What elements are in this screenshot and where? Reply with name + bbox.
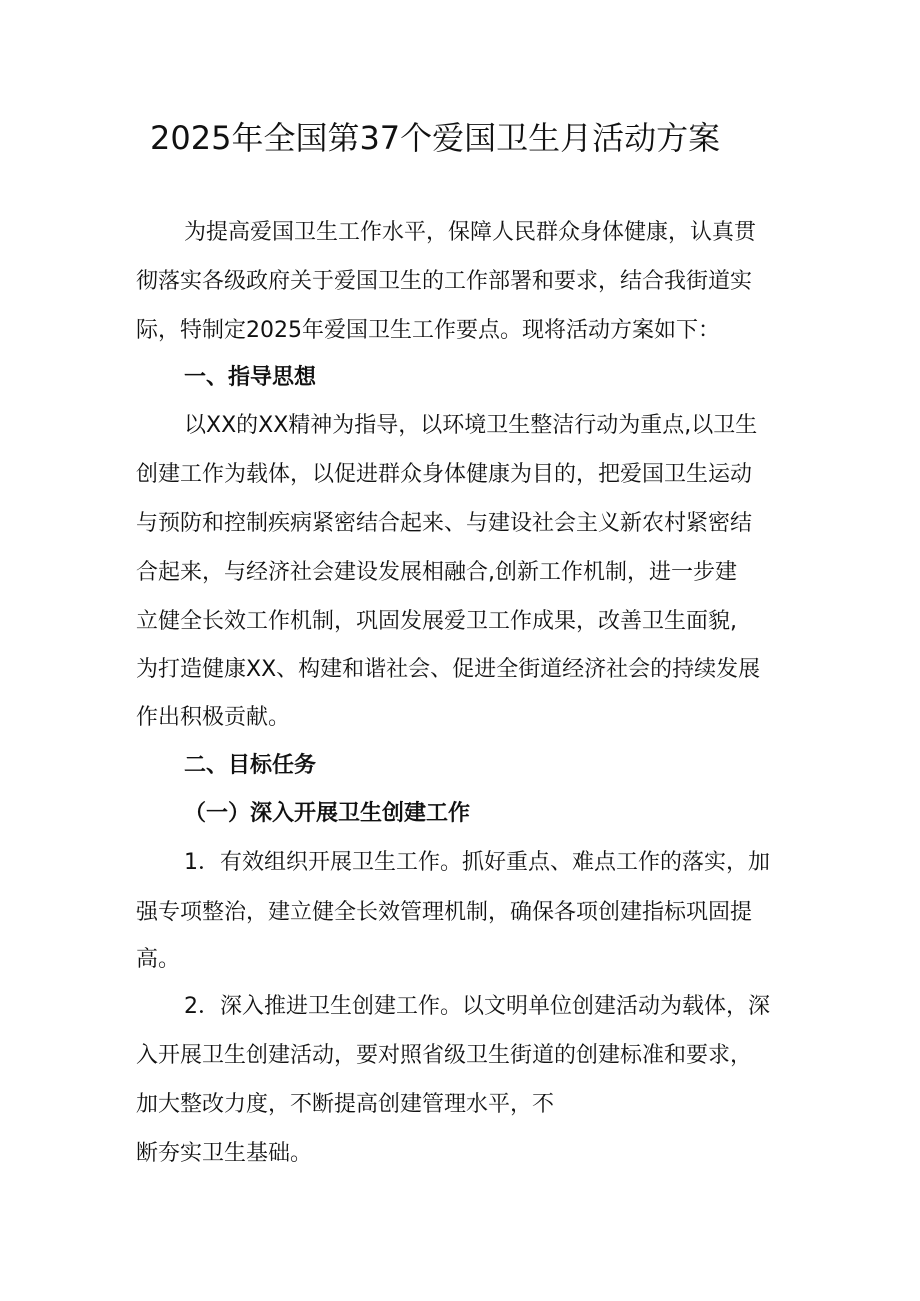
subsection-heading-health-creation: （一）深入开展卫生创建工作 xyxy=(184,801,471,826)
section1-line: 作出积极贡献。 xyxy=(136,705,291,730)
section1-line: 以XX的XX精神为指导，以环境卫生整洁行动为重点,以卫生 xyxy=(184,413,758,438)
item2-line: 2．深入推进卫生创建工作。以文明单位创建活动为载体，深 xyxy=(184,994,770,1019)
section1-line: 立健全长效工作机制，巩固发展爱卫工作成果，改善卫生面貌, xyxy=(136,609,737,634)
intro-line: 际，特制定2025年爱国卫生工作要点。现将活动方案如下： xyxy=(136,318,720,343)
item2-line: 断夯实卫生基础。 xyxy=(136,1141,313,1166)
section1-line: 与预防和控制疾病紧密结合起来、与建设社会主义新农村紧密结 xyxy=(136,511,753,536)
item1-line: 1．有效组织开展卫生工作。抓好重点、难点工作的落实，加 xyxy=(184,850,770,875)
item2-line: 入开展卫生创建活动，要对照省级卫生街道的创建标准和要求， xyxy=(136,1043,753,1068)
section-heading-guiding-ideology: 一、指导思想 xyxy=(184,365,317,390)
section-heading-goals: 二、目标任务 xyxy=(184,753,317,778)
section1-line: 创建工作为载体，以促进群众身体健康为目的，把爱国卫生运动 xyxy=(136,462,753,487)
intro-line: 为提高爱国卫生工作水平，保障人民群众身体健康，认真贯 xyxy=(184,220,757,245)
item1-line: 高。 xyxy=(136,947,181,972)
intro-line: 彻落实各级政府关于爱国卫生的工作部署和要求，结合我街道实 xyxy=(136,269,753,294)
item1-line: 强专项整治，建立健全长效管理机制，确保各项创建指标巩固提 xyxy=(136,900,753,925)
section1-line: 合起来，与经济社会建设发展相融合,创新工作机制，进一步建 xyxy=(136,560,737,585)
item2-line: 加大整改力度，不断提高创建管理水平，不 xyxy=(136,1092,555,1117)
section1-line: 为打造健康XX、构建和谐社会、促进全街道经济社会的持续发展 xyxy=(136,657,761,682)
document-title: 2025年全国第37个爱国卫生月活动方案 xyxy=(150,119,721,157)
